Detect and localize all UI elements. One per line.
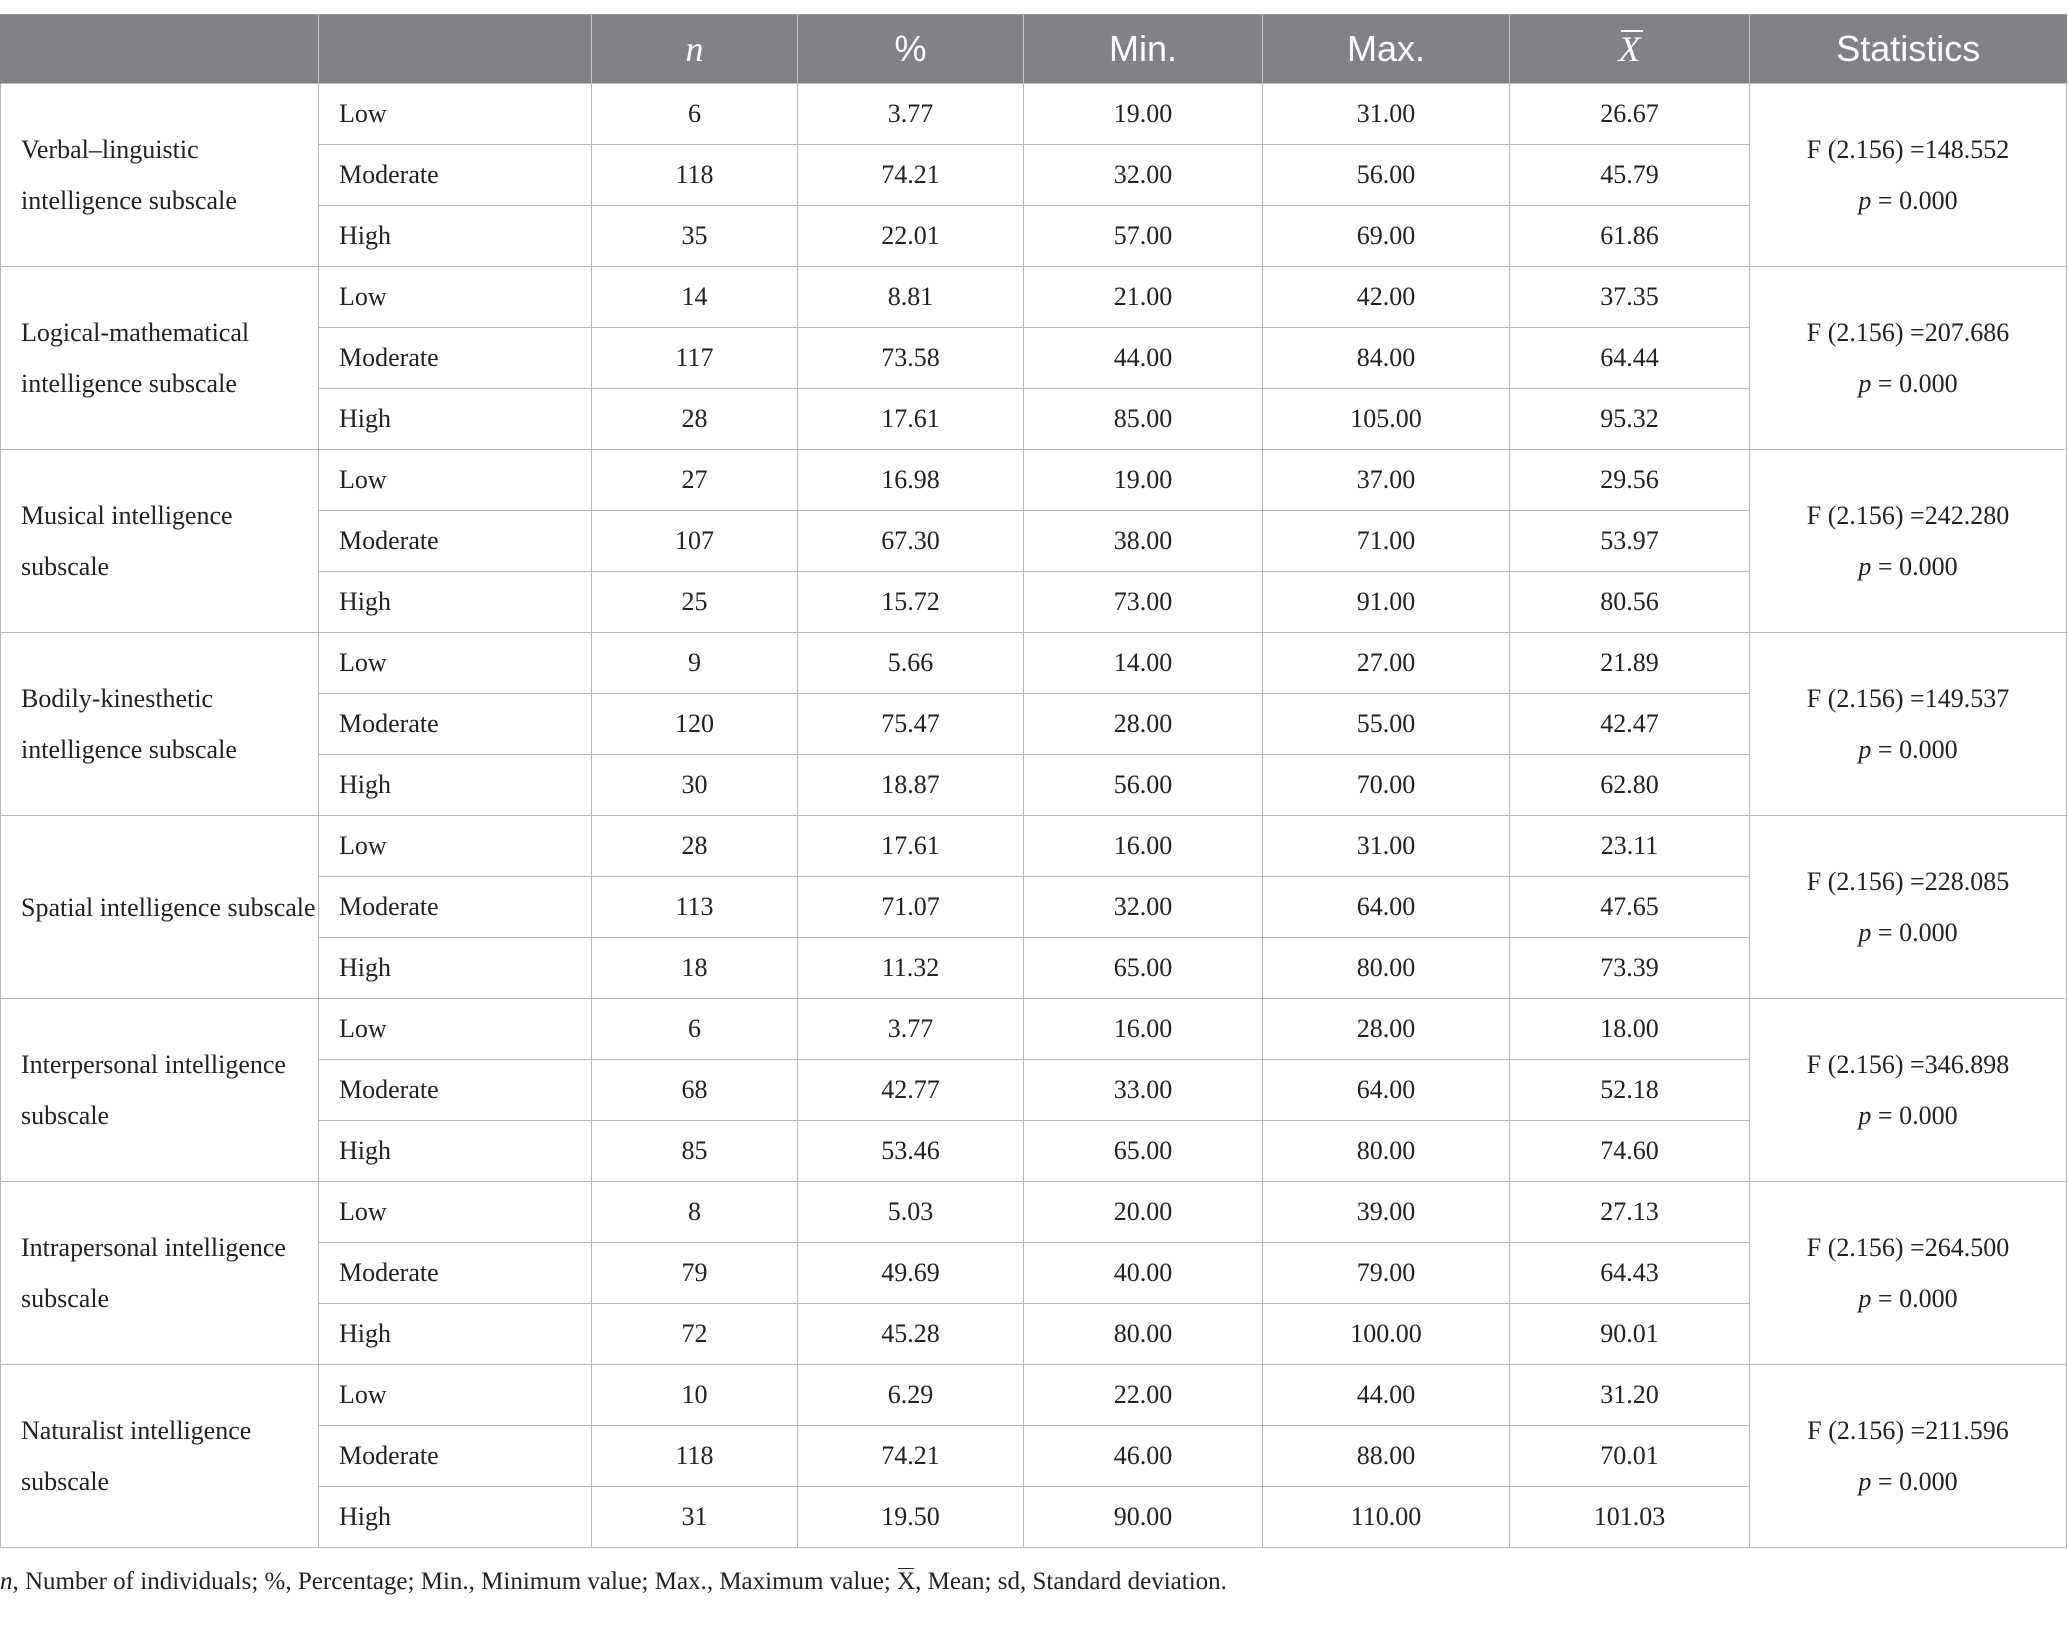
p-value: p = 0.000 bbox=[1858, 918, 1958, 947]
max-cell: 88.00 bbox=[1263, 1426, 1510, 1487]
max-cell: 56.00 bbox=[1263, 145, 1510, 206]
header-row bbox=[1, 15, 2067, 84]
mean-cell: 70.01 bbox=[1510, 1426, 1750, 1487]
mean-cell: 47.65 bbox=[1510, 877, 1750, 938]
level-cell: High bbox=[319, 755, 592, 816]
max-cell: 31.00 bbox=[1263, 816, 1510, 877]
percent-cell: 42.77 bbox=[798, 1060, 1024, 1121]
p-value: p = 0.000 bbox=[1858, 552, 1958, 581]
min-cell: 32.00 bbox=[1024, 145, 1263, 206]
f-statistic: F (2.156) =211.596 bbox=[1807, 1416, 2009, 1445]
table-row bbox=[1, 999, 2067, 1060]
level-cell: Low bbox=[319, 450, 592, 511]
header-level bbox=[319, 15, 592, 84]
mean-cell: 52.18 bbox=[1510, 1060, 1750, 1121]
percent-cell: 53.46 bbox=[798, 1121, 1024, 1182]
mean-cell: 42.47 bbox=[1510, 694, 1750, 755]
header-max: Max. bbox=[1263, 15, 1510, 84]
mean-cell: 26.67 bbox=[1510, 84, 1750, 145]
percent-cell: 18.87 bbox=[798, 755, 1024, 816]
n-cell: 30 bbox=[592, 755, 798, 816]
level-cell: Low bbox=[319, 1182, 592, 1243]
p-value: p = 0.000 bbox=[1858, 1101, 1958, 1130]
level-cell: High bbox=[319, 389, 592, 450]
footnote-mean-symbol: X bbox=[897, 1568, 916, 1595]
mean-cell: 45.79 bbox=[1510, 145, 1750, 206]
p-value: p = 0.000 bbox=[1858, 735, 1958, 764]
max-cell: 79.00 bbox=[1263, 1243, 1510, 1304]
mean-cell: 27.13 bbox=[1510, 1182, 1750, 1243]
n-cell: 79 bbox=[592, 1243, 798, 1304]
percent-cell: 19.50 bbox=[798, 1487, 1024, 1548]
intelligence-table bbox=[0, 14, 2067, 1548]
percent-cell: 71.07 bbox=[798, 877, 1024, 938]
subscale-name: Musical intelligence subscale bbox=[1, 450, 319, 633]
table-container bbox=[0, 14, 2066, 1548]
p-value: p = 0.000 bbox=[1858, 1284, 1958, 1313]
max-cell: 71.00 bbox=[1263, 511, 1510, 572]
min-cell: 56.00 bbox=[1024, 755, 1263, 816]
min-cell: 80.00 bbox=[1024, 1304, 1263, 1365]
f-statistic: F (2.156) =148.552 bbox=[1806, 135, 2010, 164]
header-mean bbox=[1510, 15, 1750, 84]
n-cell: 14 bbox=[592, 267, 798, 328]
n-cell: 118 bbox=[592, 1426, 798, 1487]
n-cell: 18 bbox=[592, 938, 798, 999]
header-n: n bbox=[592, 15, 798, 84]
min-cell: 38.00 bbox=[1024, 511, 1263, 572]
max-cell: 100.00 bbox=[1263, 1304, 1510, 1365]
percent-cell: 3.77 bbox=[798, 84, 1024, 145]
subscale-name: Interpersonal intelligence subscale bbox=[1, 999, 319, 1182]
min-cell: 85.00 bbox=[1024, 389, 1263, 450]
footnote-text-2: , Mean; sd, Standard deviation. bbox=[915, 1568, 1227, 1595]
min-cell: 65.00 bbox=[1024, 938, 1263, 999]
n-cell: 6 bbox=[592, 999, 798, 1060]
n-cell: 72 bbox=[592, 1304, 798, 1365]
n-cell: 9 bbox=[592, 633, 798, 694]
level-cell: Low bbox=[319, 267, 592, 328]
max-cell: 69.00 bbox=[1263, 206, 1510, 267]
mean-cell: 23.11 bbox=[1510, 816, 1750, 877]
level-cell: Moderate bbox=[319, 1243, 592, 1304]
min-cell: 90.00 bbox=[1024, 1487, 1263, 1548]
subscale-name: Naturalist intelligence subscale bbox=[1, 1365, 319, 1548]
min-cell: 14.00 bbox=[1024, 633, 1263, 694]
level-cell: Low bbox=[319, 816, 592, 877]
n-cell: 28 bbox=[592, 816, 798, 877]
p-value: p = 0.000 bbox=[1858, 369, 1958, 398]
f-statistic: F (2.156) =207.686 bbox=[1806, 318, 2010, 347]
min-cell: 16.00 bbox=[1024, 999, 1263, 1060]
min-cell: 16.00 bbox=[1024, 816, 1263, 877]
min-cell: 65.00 bbox=[1024, 1121, 1263, 1182]
p-value: p = 0.000 bbox=[1858, 1467, 1958, 1496]
statistics-cell bbox=[1750, 267, 2067, 450]
n-cell: 68 bbox=[592, 1060, 798, 1121]
table-row bbox=[1, 1365, 2067, 1426]
max-cell: 55.00 bbox=[1263, 694, 1510, 755]
f-statistic: F (2.156) =228.085 bbox=[1806, 867, 2010, 896]
mean-cell: 53.97 bbox=[1510, 511, 1750, 572]
min-cell: 20.00 bbox=[1024, 1182, 1263, 1243]
level-cell: Low bbox=[319, 633, 592, 694]
percent-cell: 67.30 bbox=[798, 511, 1024, 572]
header-statistics: Statistics bbox=[1750, 15, 2067, 84]
n-cell: 107 bbox=[592, 511, 798, 572]
footnote-text-1: , Number of individuals; %, Percentage; Min., Minimum value; Max., Maximum value; bbox=[12, 1568, 898, 1595]
level-cell: Low bbox=[319, 84, 592, 145]
percent-cell: 8.81 bbox=[798, 267, 1024, 328]
n-cell: 117 bbox=[592, 328, 798, 389]
level-cell: High bbox=[319, 1487, 592, 1548]
percent-cell: 17.61 bbox=[798, 389, 1024, 450]
min-cell: 32.00 bbox=[1024, 877, 1263, 938]
max-cell: 64.00 bbox=[1263, 1060, 1510, 1121]
level-cell: Moderate bbox=[319, 877, 592, 938]
percent-cell: 74.21 bbox=[798, 145, 1024, 206]
footnote bbox=[0, 1568, 1227, 1596]
subscale-name: Logical-mathematical intelligence subscale bbox=[1, 267, 319, 450]
mean-cell: 101.03 bbox=[1510, 1487, 1750, 1548]
subscale-name: Verbal–linguistic intelligence subscale bbox=[1, 84, 319, 267]
percent-cell: 73.58 bbox=[798, 328, 1024, 389]
min-cell: 57.00 bbox=[1024, 206, 1263, 267]
n-cell: 120 bbox=[592, 694, 798, 755]
subscale-name: Bodily-kinesthetic intelligence subscale bbox=[1, 633, 319, 816]
max-cell: 42.00 bbox=[1263, 267, 1510, 328]
n-cell: 8 bbox=[592, 1182, 798, 1243]
level-cell: High bbox=[319, 572, 592, 633]
mean-cell: 95.32 bbox=[1510, 389, 1750, 450]
mean-cell: 73.39 bbox=[1510, 938, 1750, 999]
f-statistic: F (2.156) =346.898 bbox=[1806, 1050, 2010, 1079]
percent-cell: 74.21 bbox=[798, 1426, 1024, 1487]
percent-cell: 16.98 bbox=[798, 450, 1024, 511]
level-cell: Low bbox=[319, 999, 592, 1060]
n-cell: 6 bbox=[592, 84, 798, 145]
header-subscale bbox=[1, 15, 319, 84]
n-cell: 35 bbox=[592, 206, 798, 267]
mean-cell: 80.56 bbox=[1510, 572, 1750, 633]
footnote-n-symbol: n bbox=[0, 1568, 13, 1595]
max-cell: 37.00 bbox=[1263, 450, 1510, 511]
mean-cell: 21.89 bbox=[1510, 633, 1750, 694]
level-cell: High bbox=[319, 1304, 592, 1365]
statistics-cell bbox=[1750, 1365, 2067, 1548]
mean-cell: 29.56 bbox=[1510, 450, 1750, 511]
min-cell: 21.00 bbox=[1024, 267, 1263, 328]
subscale-name: Spatial intelligence subscale bbox=[1, 816, 319, 999]
level-cell: High bbox=[319, 938, 592, 999]
min-cell: 22.00 bbox=[1024, 1365, 1263, 1426]
level-cell: Moderate bbox=[319, 145, 592, 206]
percent-cell: 17.61 bbox=[798, 816, 1024, 877]
level-cell: Moderate bbox=[319, 328, 592, 389]
n-cell: 85 bbox=[592, 1121, 798, 1182]
table-row bbox=[1, 267, 2067, 328]
mean-cell: 31.20 bbox=[1510, 1365, 1750, 1426]
level-cell: Moderate bbox=[319, 511, 592, 572]
mean-symbol: X bbox=[1618, 29, 1641, 69]
max-cell: 105.00 bbox=[1263, 389, 1510, 450]
min-cell: 40.00 bbox=[1024, 1243, 1263, 1304]
n-cell: 28 bbox=[592, 389, 798, 450]
min-cell: 28.00 bbox=[1024, 694, 1263, 755]
table-body bbox=[1, 84, 2067, 1548]
percent-cell: 15.72 bbox=[798, 572, 1024, 633]
n-cell: 118 bbox=[592, 145, 798, 206]
min-cell: 19.00 bbox=[1024, 450, 1263, 511]
level-cell: High bbox=[319, 206, 592, 267]
n-cell: 113 bbox=[592, 877, 798, 938]
max-cell: 28.00 bbox=[1263, 999, 1510, 1060]
mean-cell: 64.44 bbox=[1510, 328, 1750, 389]
min-cell: 73.00 bbox=[1024, 572, 1263, 633]
percent-cell: 49.69 bbox=[798, 1243, 1024, 1304]
max-cell: 80.00 bbox=[1263, 938, 1510, 999]
percent-cell: 5.03 bbox=[798, 1182, 1024, 1243]
header-min: Min. bbox=[1024, 15, 1263, 84]
statistics-cell bbox=[1750, 450, 2067, 633]
percent-cell: 75.47 bbox=[798, 694, 1024, 755]
percent-cell: 6.29 bbox=[798, 1365, 1024, 1426]
level-cell: Moderate bbox=[319, 1060, 592, 1121]
level-cell: Moderate bbox=[319, 1426, 592, 1487]
statistics-cell bbox=[1750, 1182, 2067, 1365]
f-statistic: F (2.156) =149.537 bbox=[1806, 684, 2010, 713]
max-cell: 64.00 bbox=[1263, 877, 1510, 938]
mean-cell: 61.86 bbox=[1510, 206, 1750, 267]
subscale-name: Intrapersonal intelligence subscale bbox=[1, 1182, 319, 1365]
mean-cell: 74.60 bbox=[1510, 1121, 1750, 1182]
mean-cell: 90.01 bbox=[1510, 1304, 1750, 1365]
percent-cell: 5.66 bbox=[798, 633, 1024, 694]
min-cell: 44.00 bbox=[1024, 328, 1263, 389]
table-row bbox=[1, 450, 2067, 511]
table-row bbox=[1, 816, 2067, 877]
max-cell: 39.00 bbox=[1263, 1182, 1510, 1243]
max-cell: 31.00 bbox=[1263, 84, 1510, 145]
table-row bbox=[1, 633, 2067, 694]
n-cell: 25 bbox=[592, 572, 798, 633]
min-cell: 19.00 bbox=[1024, 84, 1263, 145]
max-cell: 84.00 bbox=[1263, 328, 1510, 389]
mean-cell: 64.43 bbox=[1510, 1243, 1750, 1304]
level-cell: Low bbox=[319, 1365, 592, 1426]
percent-cell: 45.28 bbox=[798, 1304, 1024, 1365]
n-cell: 10 bbox=[592, 1365, 798, 1426]
percent-cell: 3.77 bbox=[798, 999, 1024, 1060]
max-cell: 70.00 bbox=[1263, 755, 1510, 816]
statistics-cell bbox=[1750, 999, 2067, 1182]
table-row bbox=[1, 84, 2067, 145]
n-cell: 27 bbox=[592, 450, 798, 511]
table-row bbox=[1, 1182, 2067, 1243]
p-value: p = 0.000 bbox=[1858, 186, 1958, 215]
max-cell: 80.00 bbox=[1263, 1121, 1510, 1182]
max-cell: 91.00 bbox=[1263, 572, 1510, 633]
max-cell: 44.00 bbox=[1263, 1365, 1510, 1426]
statistics-cell bbox=[1750, 816, 2067, 999]
mean-cell: 62.80 bbox=[1510, 755, 1750, 816]
n-cell: 31 bbox=[592, 1487, 798, 1548]
percent-cell: 22.01 bbox=[798, 206, 1024, 267]
percent-cell: 11.32 bbox=[798, 938, 1024, 999]
f-statistic: F (2.156) =264.500 bbox=[1806, 1233, 2010, 1262]
min-cell: 33.00 bbox=[1024, 1060, 1263, 1121]
level-cell: Moderate bbox=[319, 694, 592, 755]
f-statistic: F (2.156) =242.280 bbox=[1806, 501, 2010, 530]
min-cell: 46.00 bbox=[1024, 1426, 1263, 1487]
statistics-cell bbox=[1750, 84, 2067, 267]
level-cell: High bbox=[319, 1121, 592, 1182]
mean-cell: 18.00 bbox=[1510, 999, 1750, 1060]
header-percent: % bbox=[798, 15, 1024, 84]
max-cell: 110.00 bbox=[1263, 1487, 1510, 1548]
statistics-cell bbox=[1750, 633, 2067, 816]
max-cell: 27.00 bbox=[1263, 633, 1510, 694]
mean-cell: 37.35 bbox=[1510, 267, 1750, 328]
